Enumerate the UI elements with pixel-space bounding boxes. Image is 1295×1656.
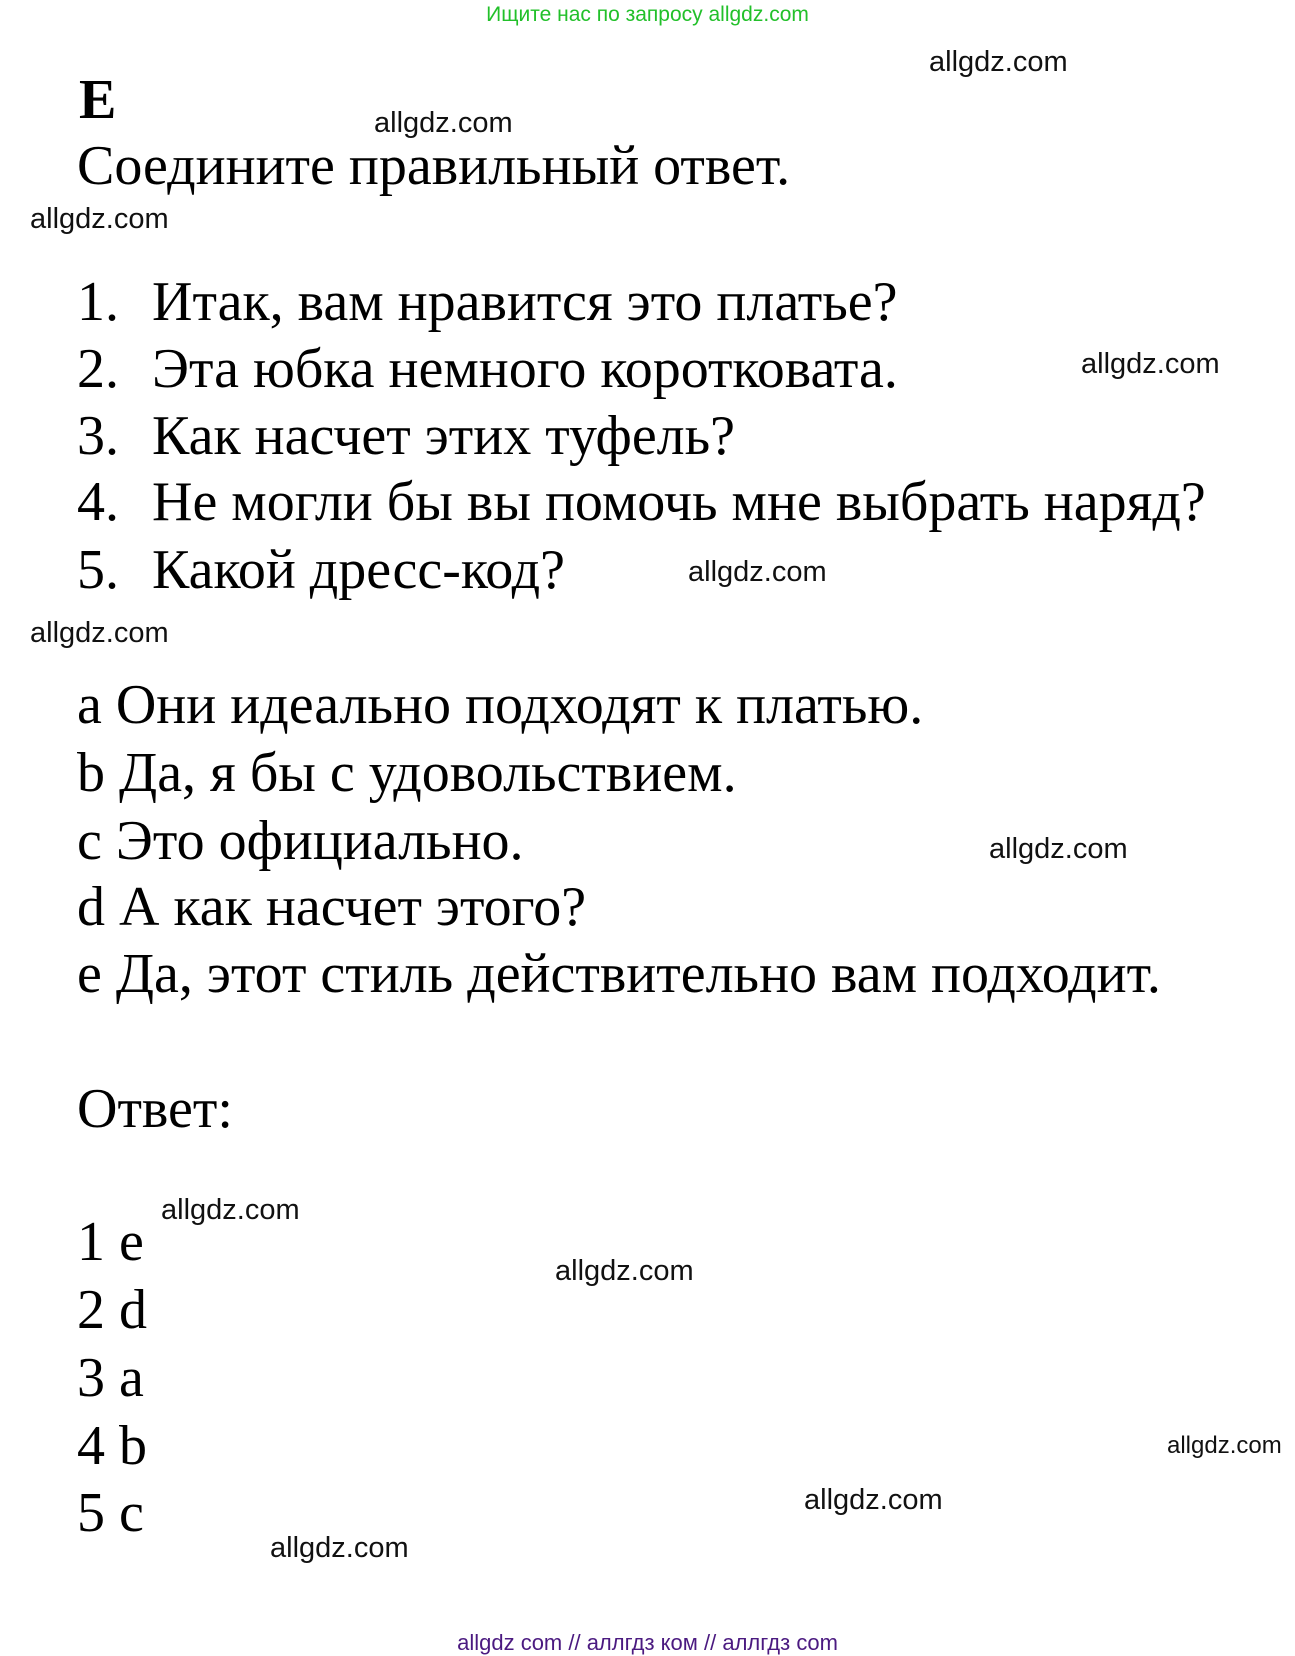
answer-3: 3 a	[77, 1347, 144, 1409]
watermark: allgdz.com	[989, 833, 1128, 865]
option-letter: e	[77, 943, 102, 1005]
option-c	[77, 811, 524, 871]
watermark: allgdz.com	[688, 556, 827, 588]
question-number: 4.	[77, 471, 119, 533]
question-5	[77, 540, 565, 600]
question-text: Итак, вам нравится это платье?	[152, 271, 898, 333]
watermark: allgdz.com	[270, 1532, 409, 1564]
watermark: allgdz.com	[30, 617, 169, 649]
instruction: Соедините правильный ответ.	[77, 135, 791, 197]
question-number: 5.	[77, 539, 119, 601]
option-text: А как насчет этого?	[119, 876, 587, 938]
question-text: Какой дресс-код?	[152, 539, 565, 601]
option-text: Это официально.	[115, 810, 524, 872]
watermark: allgdz.com	[1167, 1432, 1282, 1459]
question-number: 2.	[77, 338, 119, 400]
watermark: allgdz.com	[929, 46, 1068, 78]
question-3	[77, 406, 735, 466]
watermark: allgdz.com	[1081, 348, 1220, 380]
watermark: allgdz.com	[804, 1484, 943, 1516]
option-b	[77, 743, 737, 803]
question-number: 3.	[77, 405, 119, 467]
footer-links[interactable]: allgdz com // аллгдз ком // аллгдз com	[457, 1630, 838, 1655]
watermark: allgdz.com	[374, 107, 513, 139]
question-2	[77, 339, 898, 399]
option-letter: b	[77, 742, 105, 804]
option-letter: a	[77, 674, 102, 736]
watermark: allgdz.com	[161, 1194, 300, 1226]
option-letter: d	[77, 876, 105, 938]
section-letter: E	[79, 69, 117, 131]
option-letter: c	[77, 810, 102, 872]
watermark: allgdz.com	[30, 203, 169, 235]
option-a	[77, 675, 923, 735]
question-text: Эта юбка немного коротковата.	[152, 338, 898, 400]
option-d	[77, 877, 586, 937]
question-text: Не могли бы вы помочь мне выбрать наряд?	[152, 471, 1206, 533]
option-text: Да, я бы с удовольствием.	[119, 742, 737, 804]
answer-1: 1 e	[77, 1211, 144, 1273]
option-text: Да, этот стиль действительно вам подходит.	[115, 943, 1161, 1005]
question-4	[77, 472, 1206, 532]
question-1	[77, 272, 897, 332]
question-number: 1.	[77, 271, 119, 333]
watermark: allgdz.com	[555, 1255, 694, 1287]
question-text: Как насчет этих туфель?	[152, 405, 736, 467]
answer-label: Ответ:	[77, 1078, 233, 1140]
answer-5: 5 c	[77, 1482, 144, 1544]
option-text: Они идеально подходят к платью.	[115, 674, 924, 736]
answer-2: 2 d	[77, 1279, 147, 1341]
top-banner[interactable]: Ищите нас по запросу allgdz.com	[486, 3, 809, 26]
option-e	[77, 944, 1161, 1004]
answer-4: 4 b	[77, 1415, 147, 1477]
